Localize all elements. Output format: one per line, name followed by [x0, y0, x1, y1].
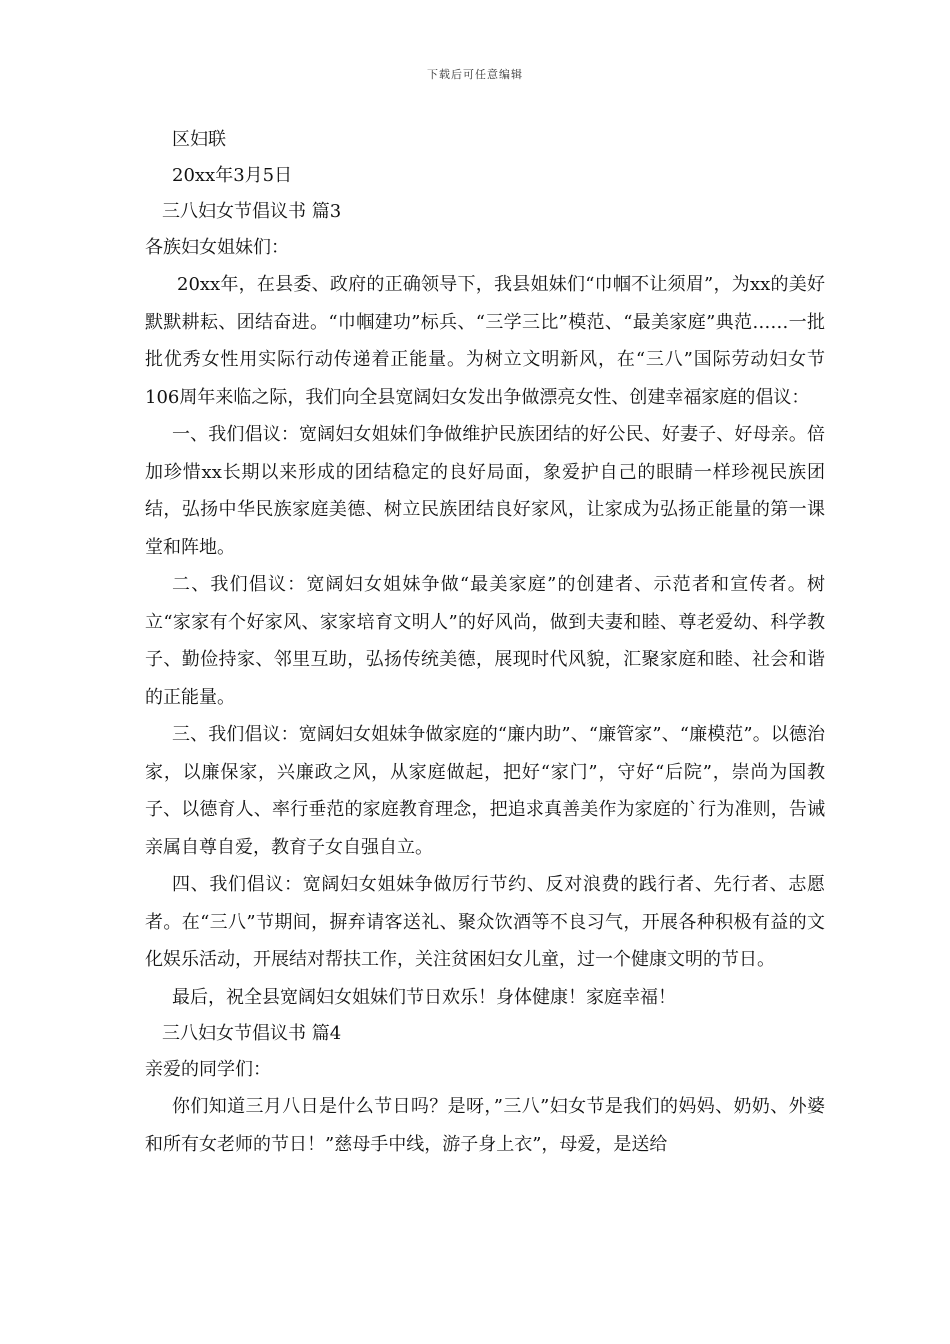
section-3-paragraph: 四、我们倡议：宽阔妇女姐妹争做厉行节约、反对浪费的践行者、先行者、志愿者。在“三八”节期间，摒弃请客送礼、聚众饮酒等不良习气，开展各种积极有益的文化娱乐活动，开展结对帮扶工作，关注贫困妇女儿童，过一个健康文明的节日。 [145, 874, 825, 970]
section-3-greeting: 各族妇女姐妹们： [145, 237, 289, 258]
section-3-paragraph: 20xx年，在县委、政府的正确领导下，我县姐妹们“巾帼不让须眉”，为xx的美好默默耕耘、团结奋进。“巾帼建功”标兵、“三学三比”模范、“最美家庭”典范……一批批优秀女性用实际行动传递着正能量。为树立文明新风，在“三八”国际劳动妇女节106周年来临之际，我们向全县宽阔妇女发出争做漂亮女性、创建幸福家庭的倡议： [145, 274, 825, 408]
section-3-title: 三八妇女节倡议书 篇3 [162, 201, 342, 222]
page-header: 下载后可任意编辑 [427, 68, 523, 81]
section-3-paragraph: 一、我们倡议：宽阔妇女姐妹们争做维护民族团结的好公民、好妻子、好母亲。倍加珍惜xx长期以来形成的团结稳定的良好局面，象爱护自己的眼睛一样珍视民族团结，弘扬中华民族家庭美德、树立民族团结良好家风，让家成为弘扬正能量的第一课堂和阵地。 [145, 424, 825, 558]
signature-org: 区妇联 [172, 129, 226, 150]
section-4-title: 三八妇女节倡议书 篇4 [162, 1023, 342, 1044]
signature-date: 20xx年3月5日 [172, 165, 293, 186]
section-4-greeting: 亲爱的同学们： [145, 1059, 271, 1080]
section-3-paragraph: 二、我们倡议：宽阔妇女姐妹争做“最美家庭”的创建者、示范者和宣传者。树立“家家有个好家风、家家培育文明人”的好风尚，做到夫妻和睦、尊老爱幼、科学教子、勤俭持家、邻里互助，弘扬传统美德，展现时代风貌，汇聚家庭和睦、社会和谐的正能量。 [145, 574, 825, 708]
section-4-paragraph: 你们知道三月八日是什么节日吗？是呀，”三八”妇女节是我们的妈妈、奶奶、外婆和所有女老师的节日！”慈母手中线，游子身上衣”，母爱，是送给 [145, 1096, 825, 1155]
document-body [145, 122, 825, 1163]
section-3-paragraph: 三、我们倡议：宽阔妇女姐妹争做家庭的“廉内助”、“廉管家”、“廉模范”。以德治家，以廉保家，兴廉政之风，从家庭做起，把好“家门”，守好“后院”，崇尚为国教子、以德育人、率行垂范的家庭教育理念，把追求真善美作为家庭的`行为准则，告诫亲属自尊自爱，教育子女自强自立。 [145, 724, 825, 858]
section-3-paragraph: 最后，祝全县宽阔妇女姐妹们节日欢乐！身体健康！家庭幸福！ [172, 986, 676, 1008]
